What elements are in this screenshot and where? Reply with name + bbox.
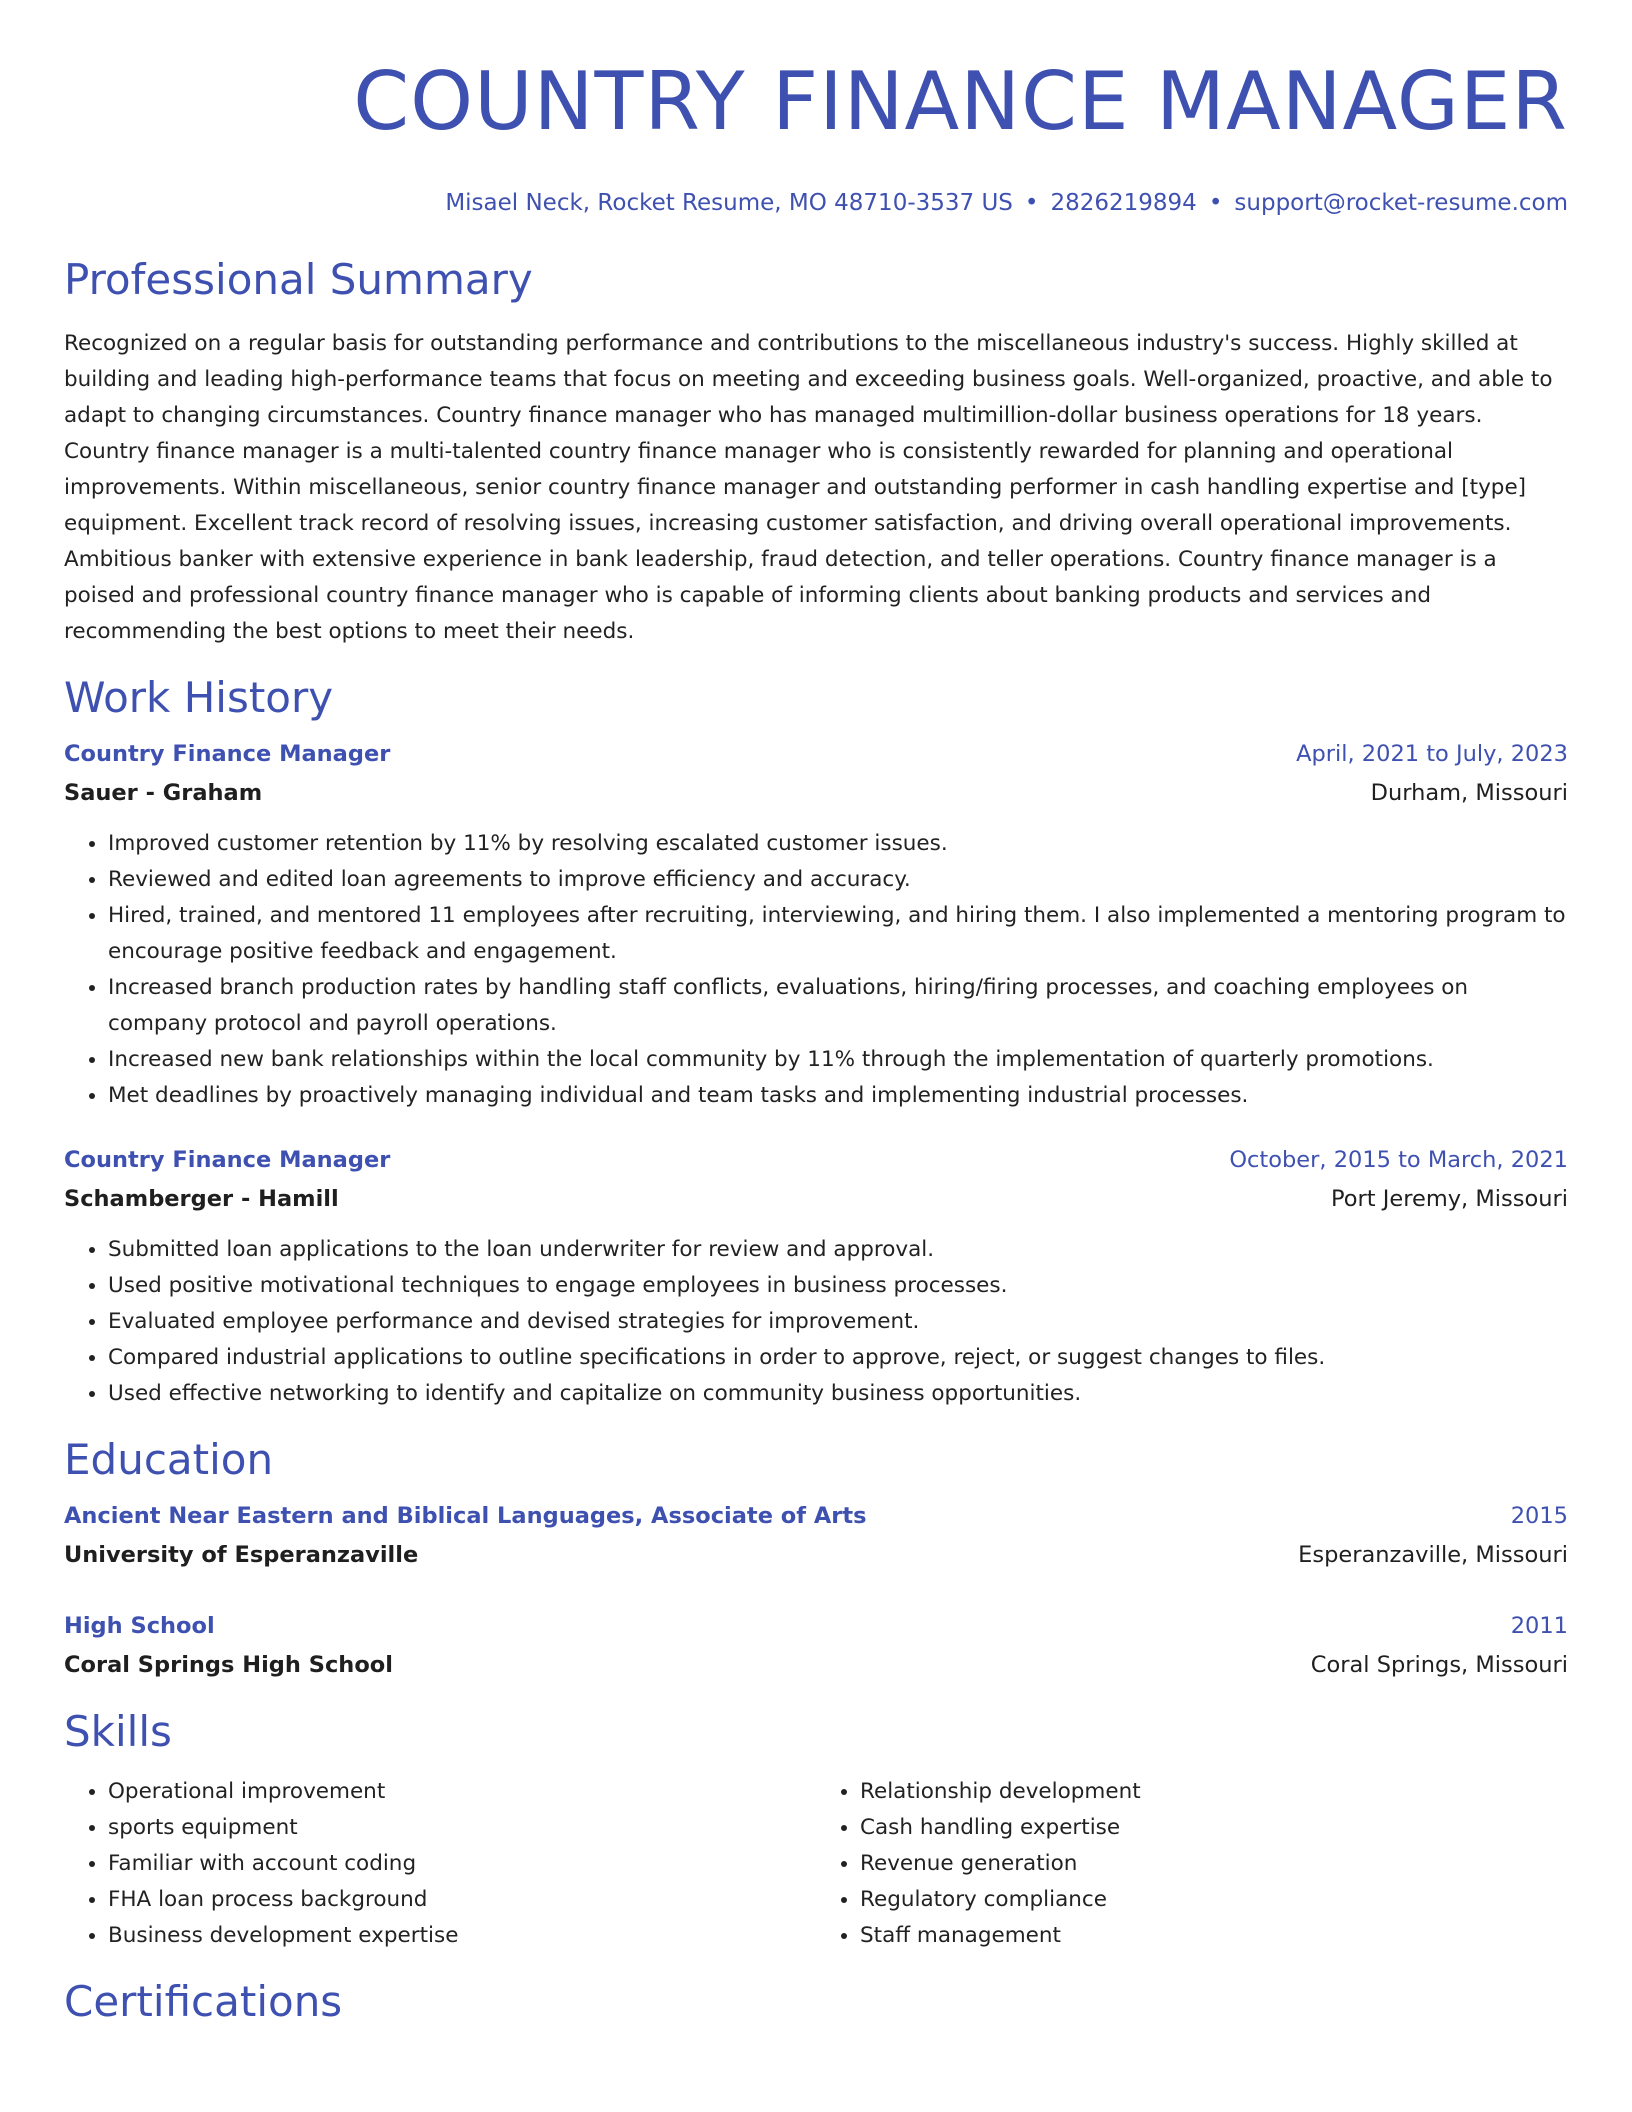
list-item: • Staff management (860, 1918, 1568, 1954)
job-bullets (64, 826, 1568, 1114)
education-school-row (64, 1536, 1568, 1574)
section-heading-work: Work History (64, 673, 334, 722)
education-header-row (64, 1496, 1568, 1536)
page-title: COUNTRY FINANCE MANAGER (353, 55, 1568, 148)
list-item: • Improved customer retention by 11% by resolving escalated customer issues. (108, 826, 1568, 862)
contact-phone: 2826219894 (1050, 190, 1197, 216)
contact-email[interactable]: support@rocket-resume.com (1234, 190, 1568, 216)
job-employer-row (64, 774, 1568, 812)
skills-column-right (816, 1774, 1568, 1954)
list-item: • Relationship development (860, 1774, 1568, 1810)
list-item: • Business development expertise (108, 1918, 816, 1954)
contact-line (64, 188, 1568, 218)
job-dates: April, 2021 to July, 2023 (1296, 741, 1568, 767)
list-item: • Hired, trained, and mentored 11 employees after recruiting, interviewing, and hiring them. I also implemented a mentoring program to encourage positive feedback and engagement. (108, 898, 1568, 970)
list-item: • Regulatory compliance (860, 1882, 1568, 1918)
job-employer: Schamberger - Hamill (64, 1186, 339, 1212)
list-item: • Increased branch production rates by handling staff conflicts, evaluations, hiring/firing processes, and coaching employees on company protocol and payroll operations. (108, 970, 1568, 1042)
job-entry (64, 734, 1568, 1114)
list-item: • Compared industrial applications to outline specifications in order to approve, reject, or suggest changes to files. (108, 1340, 1568, 1376)
list-item: • Operational improvement (108, 1774, 816, 1810)
list-item: • FHA loan process background (108, 1882, 816, 1918)
job-title: Country Finance Manager (64, 1147, 391, 1173)
job-dates: October, 2015 to March, 2021 (1229, 1147, 1568, 1173)
list-item: • Increased new bank relationships within the local community by 11% through the implementation of quarterly promotions. (108, 1042, 1568, 1078)
education-entry (64, 1606, 1568, 1684)
job-employer-row (64, 1180, 1568, 1218)
list-item: • Reviewed and edited loan agreements to improve efficiency and accuracy. (108, 862, 1568, 898)
list-item: • Revenue generation (860, 1846, 1568, 1882)
job-header-row (64, 734, 1568, 774)
job-header-row (64, 1140, 1568, 1180)
section-heading-certifications: Certifications (64, 1977, 343, 2026)
list-item: • Used positive motivational techniques to engage employees in business processes. (108, 1268, 1568, 1304)
separator-dot: • (1208, 190, 1223, 216)
section-heading-education: Education (64, 1435, 274, 1484)
education-degree: Ancient Near Eastern and Biblical Languages, Associate of Arts (64, 1503, 867, 1529)
skills-column-left (64, 1774, 816, 1954)
job-location: Durham, Missouri (1370, 780, 1568, 806)
education-year: 2015 (1510, 1503, 1568, 1529)
list-item: • sports equipment (108, 1810, 816, 1846)
list-item: • Evaluated employee performance and devised strategies for improvement. (108, 1304, 1568, 1340)
summary-text: Recognized on a regular basis for outstanding performance and contributions to the miscellaneous industry's success. Highly skilled at building and leading high-performance teams that focus on meeting and exceeding business goals. Well-organized, proactive, and able to adapt to changing circumstances. Country finance manager who has managed multimillion-dollar business operations for 18 years. Country finance manager is a multi-talented country finance manager who is consistently rewarded for planning and operational improvements. Within miscellaneous, senior country finance manager and outstanding performer in cash handling expertise and [type] equipment. Excellent track record of resolving issues, increasing customer satisfaction, and driving overall operational improvements. Ambitious banker with extensive experience in bank leadership, fraud detection, and teller operations. Country finance manager is a poised and professional country finance manager who is capable of informing clients about banking products and services and recommending the best options to meet their needs. (64, 331, 1553, 644)
job-title: Country Finance Manager (64, 741, 391, 767)
section-heading-summary: Professional Summary (64, 255, 533, 304)
education-degree: High School (64, 1613, 215, 1639)
job-location: Port Jeremy, Missouri (1330, 1186, 1568, 1212)
education-entry (64, 1496, 1568, 1574)
list-item: • Cash handling expertise (860, 1810, 1568, 1846)
list-item: • Met deadlines by proactively managing individual and team tasks and implementing industrial processes. (108, 1078, 1568, 1114)
education-year: 2011 (1510, 1613, 1568, 1639)
education-school: University of Esperanzaville (64, 1542, 419, 1568)
education-location: Esperanzaville, Missouri (1298, 1542, 1568, 1568)
job-entry (64, 1140, 1568, 1412)
education-school: Coral Springs High School (64, 1652, 393, 1678)
separator-dot: • (1024, 190, 1039, 216)
list-item: • Submitted loan applications to the loan underwriter for review and approval. (108, 1232, 1568, 1268)
education-header-row (64, 1606, 1568, 1646)
skills-list (64, 1774, 1568, 1954)
section-heading-skills: Skills (64, 1707, 172, 1756)
education-location: Coral Springs, Missouri (1310, 1652, 1568, 1678)
list-item: • Used effective networking to identify and capitalize on community business opportunities. (108, 1376, 1568, 1412)
job-employer: Sauer - Graham (64, 780, 263, 806)
job-bullets (64, 1232, 1568, 1412)
contact-address: Misael Neck, Rocket Resume, MO 48710-3537 US (445, 190, 1013, 216)
education-school-row (64, 1646, 1568, 1684)
list-item: • Familiar with account coding (108, 1846, 816, 1882)
